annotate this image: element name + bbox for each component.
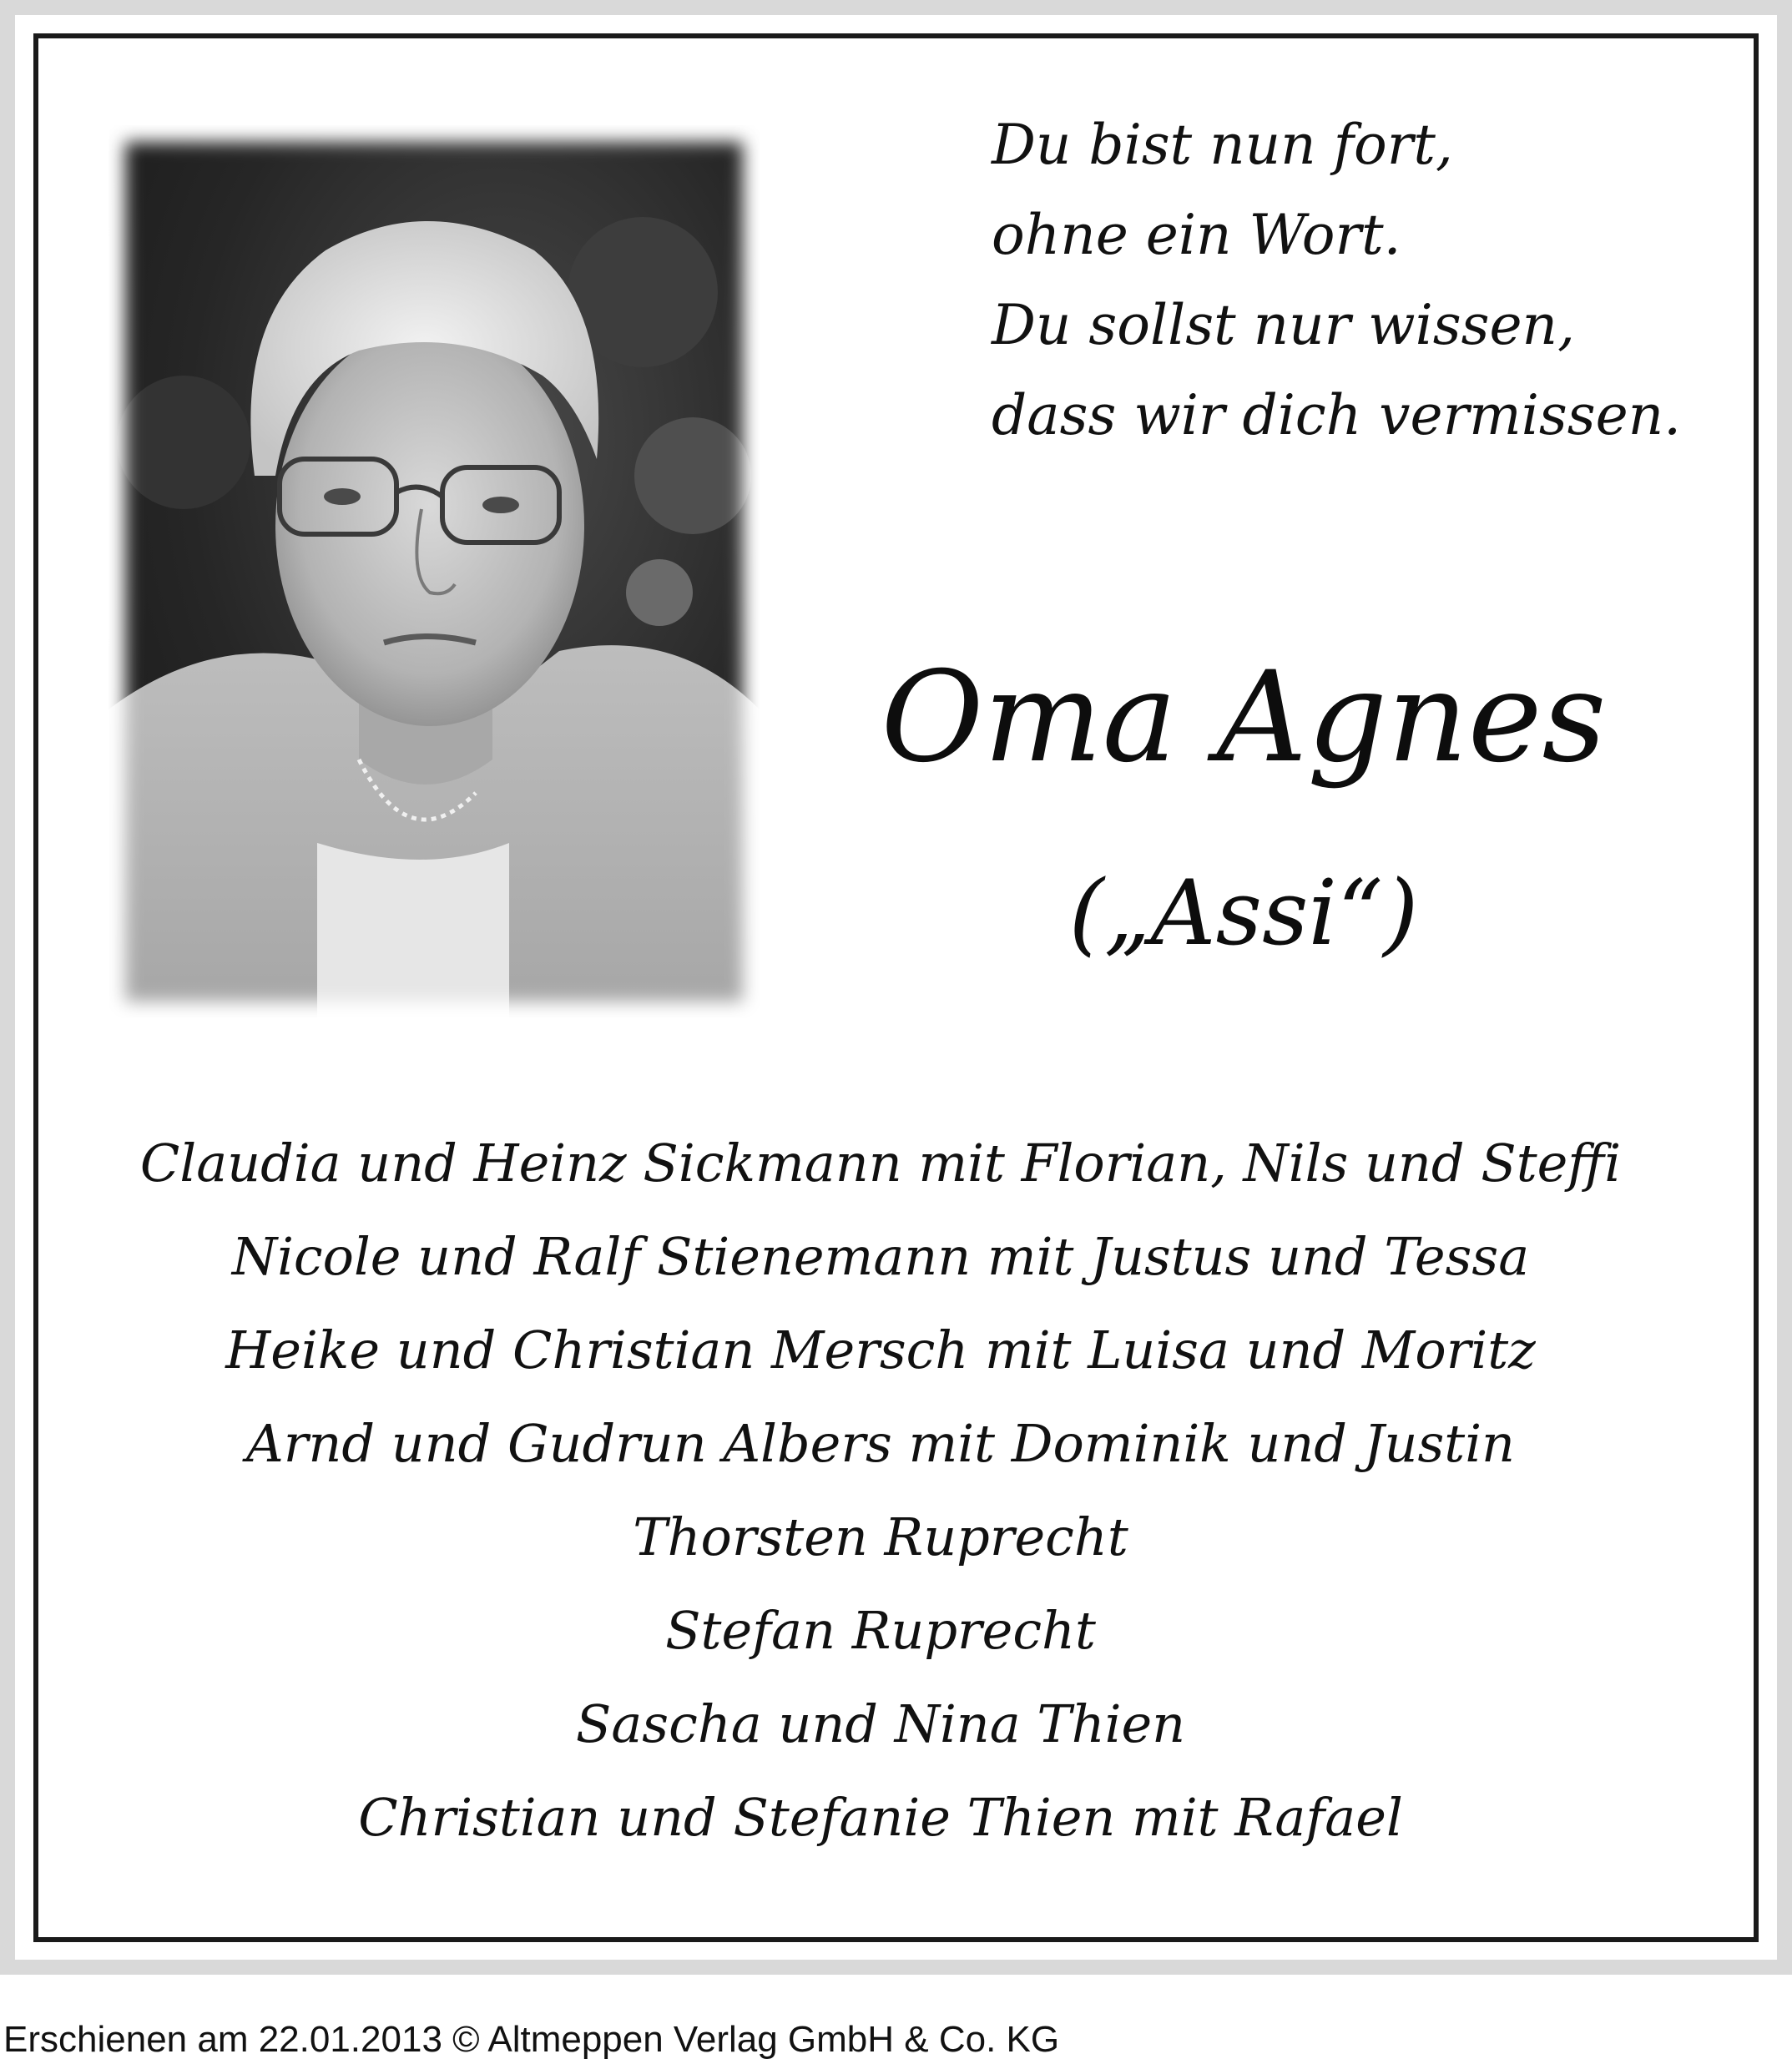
poem-line: Du sollst nur wissen, [992, 293, 1576, 357]
poem-line: ohne ein Wort. [992, 203, 1401, 267]
poem [992, 100, 1709, 461]
mourners-list [33, 1117, 1728, 1865]
deceased-name: Oma Agnes [881, 645, 1607, 790]
mourner-line: Sascha und Nina Thien [575, 1693, 1186, 1754]
mourner-line: Arnd und Gudrun Albers mit Dominik und Justin [246, 1413, 1515, 1474]
mourner-line: Stefan Ruprecht [665, 1600, 1096, 1661]
deceased-nickname: („Assi“) [1068, 861, 1419, 966]
poem-line: Du bist nun fort, [992, 113, 1453, 177]
publication-footer: Erschienen am 22.01.2013 © Altmeppen Verlag GmbH & Co. KG [3, 2019, 1060, 2060]
mourner-line: Claudia und Heinz Sickmann mit Florian, Nils und Steffi [139, 1133, 1622, 1193]
mourner-line: Christian und Stefanie Thien mit Rafael [358, 1787, 1403, 1848]
poem-line: dass wir dich vermissen. [992, 383, 1682, 447]
mourner-line: Nicole und Ralf Stienemann mit Justus und Tessa [231, 1226, 1530, 1287]
mourner-line: Heike und Christian Mersch mit Luisa und Moritz [225, 1320, 1536, 1380]
mourner-line: Thorsten Ruprecht [633, 1506, 1128, 1567]
portrait-photo [109, 125, 760, 1018]
